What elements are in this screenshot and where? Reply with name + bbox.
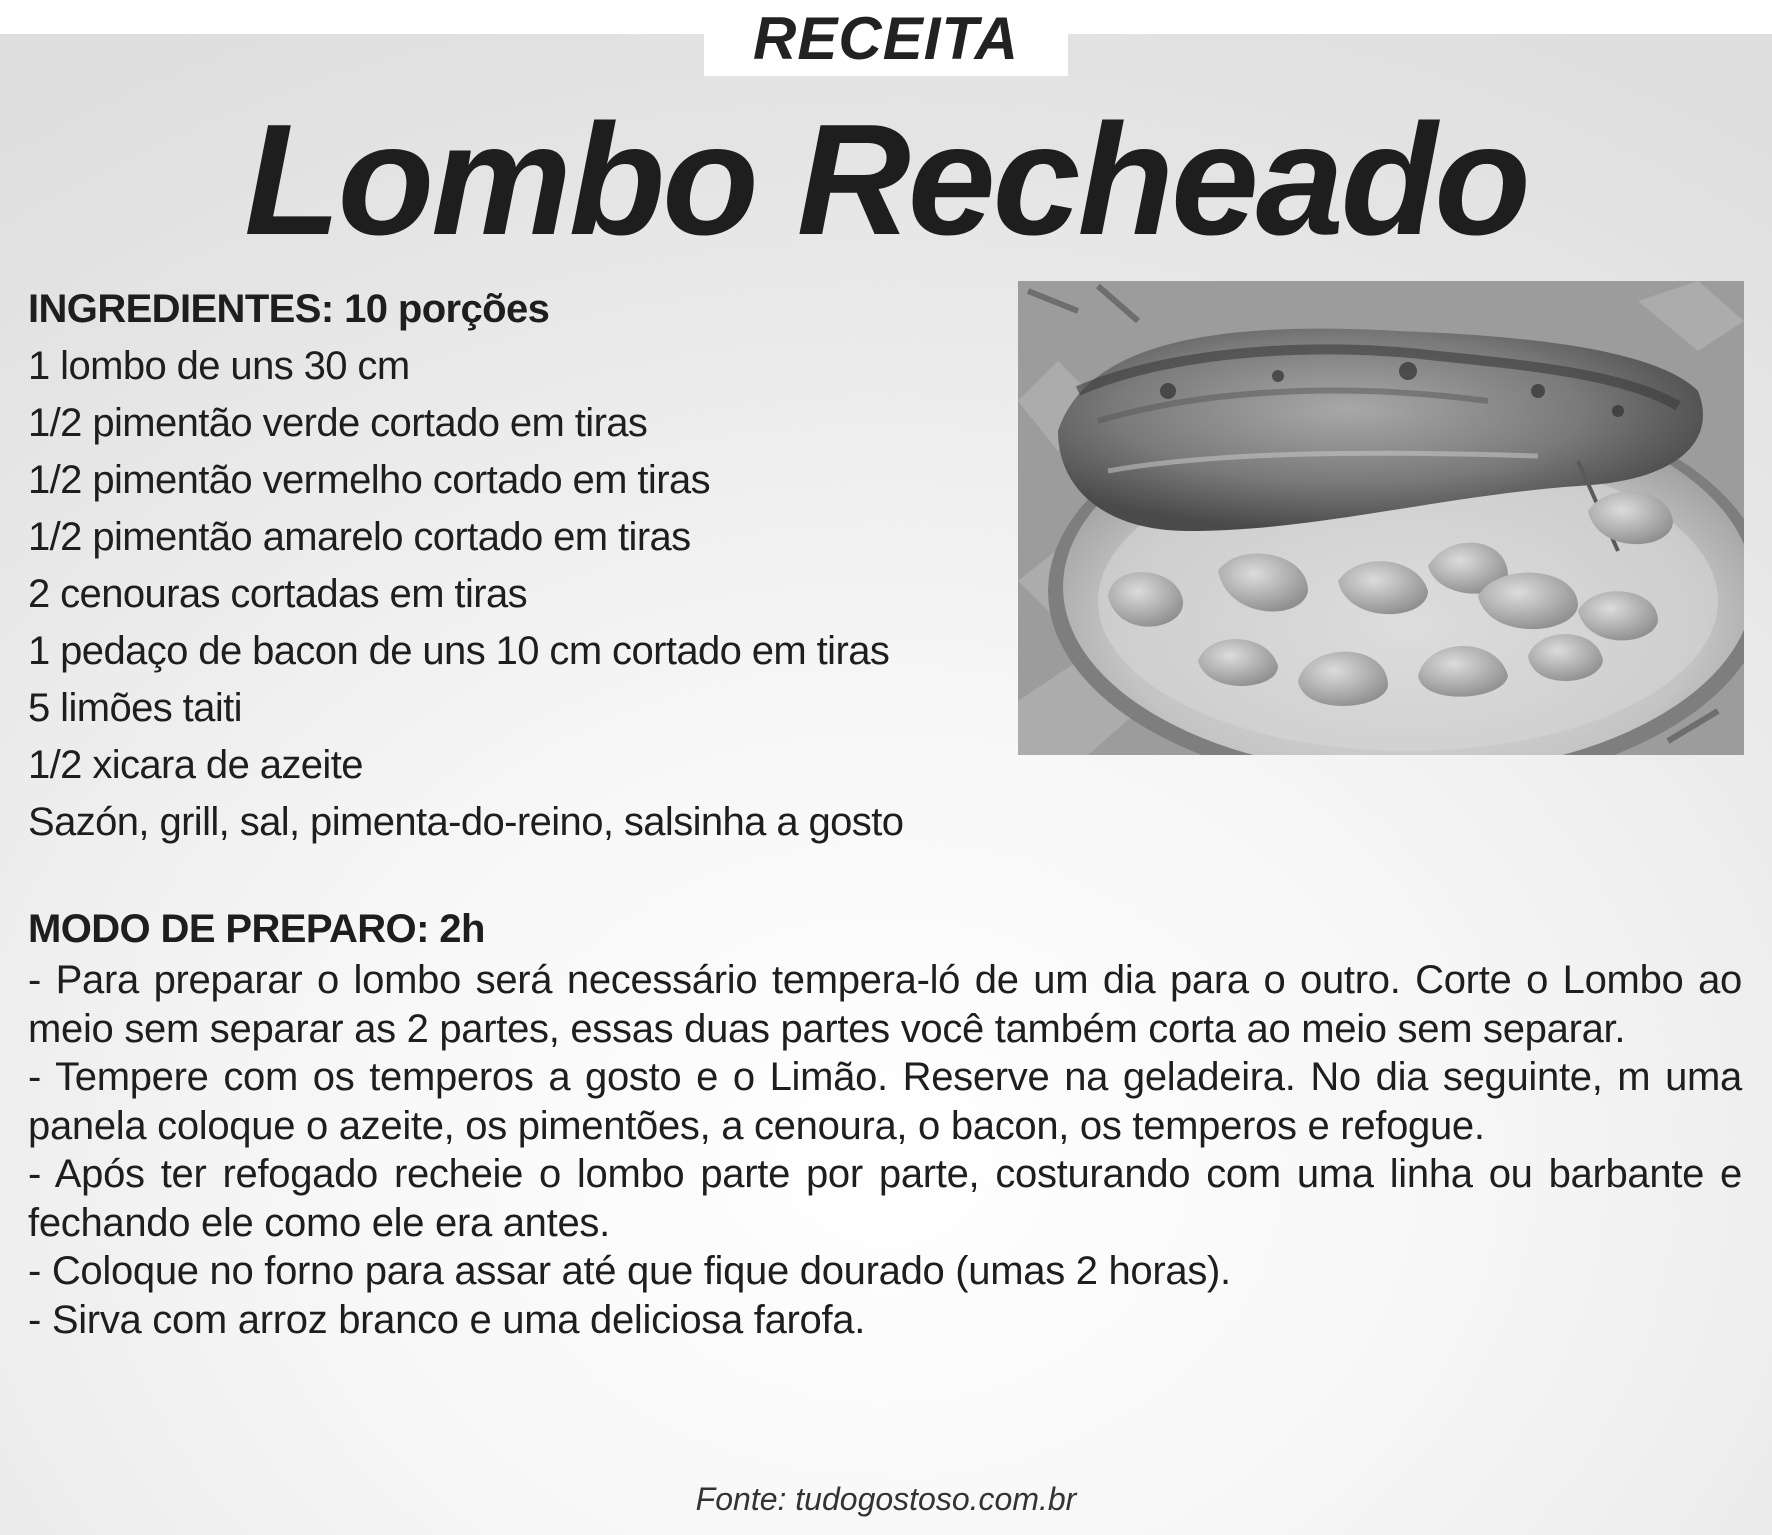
ingredient-item: 1/2 xicara de azeite — [28, 743, 363, 787]
preparation-step: - Para preparar o lombo será necessário tempera-ló de um dia para o outro. Corte o Lombo ao meio sem separar as 2 partes, essas duas partes você também corta ao meio sem separar. — [28, 958, 1742, 1051]
ingredient-item: 1/2 pimentão verde cortado em tiras — [28, 401, 648, 445]
ingredients-list — [28, 281, 1028, 851]
preparation-step: - Sirva com arroz branco e uma deliciosa farofa. — [28, 1297, 866, 1342]
source-credit: Fonte: tudogostoso.com.br — [695, 1481, 1077, 1517]
ingredient-item: 1 pedaço de bacon de uns 10 cm cortado em tiras — [28, 629, 890, 673]
preparation-step: - Após ter refogado recheie o lombo parte por parte, costurando com uma linha ou barbante e fechando ele como ele era antes. — [28, 1152, 1742, 1245]
stuffed-pork-loin-photo — [1018, 281, 1744, 755]
ingredient-item: Sazón, grill, sal, pimenta-do-reino, salsinha a gosto — [28, 800, 904, 844]
ingredient-item: 2 cenouras cortadas em tiras — [28, 572, 528, 616]
ingredient-item: 1/2 pimentão vermelho cortado em tiras — [28, 458, 710, 502]
section-label-text: RECEITA — [753, 4, 1019, 72]
ingredient-item: 1 lombo de uns 30 cm — [28, 344, 410, 388]
ingredient-item: 5 limões taiti — [28, 686, 242, 730]
section-label — [704, 0, 1068, 76]
ingredients-heading: INGREDIENTES: 10 porções — [28, 287, 550, 331]
photo-illustration — [1018, 281, 1744, 755]
preparation-heading: MODO DE PREPARO: 2h — [28, 907, 485, 951]
preparation-step: - Coloque no forno para assar até que fique dourado (umas 2 horas). — [28, 1249, 1231, 1293]
ingredient-item: 1/2 pimentão amarelo cortado em tiras — [28, 515, 691, 559]
preparation-section — [28, 902, 1742, 1344]
preparation-step: - Tempere com os temperos a gosto e o Limão. Reserve na geladeira. No dia seguinte, m uma panela coloque o azeite, os pimentões, a cenoura, o bacon, os temperos e refogue. — [28, 1055, 1742, 1148]
recipe-title: Lombo Recheado — [244, 92, 1528, 268]
